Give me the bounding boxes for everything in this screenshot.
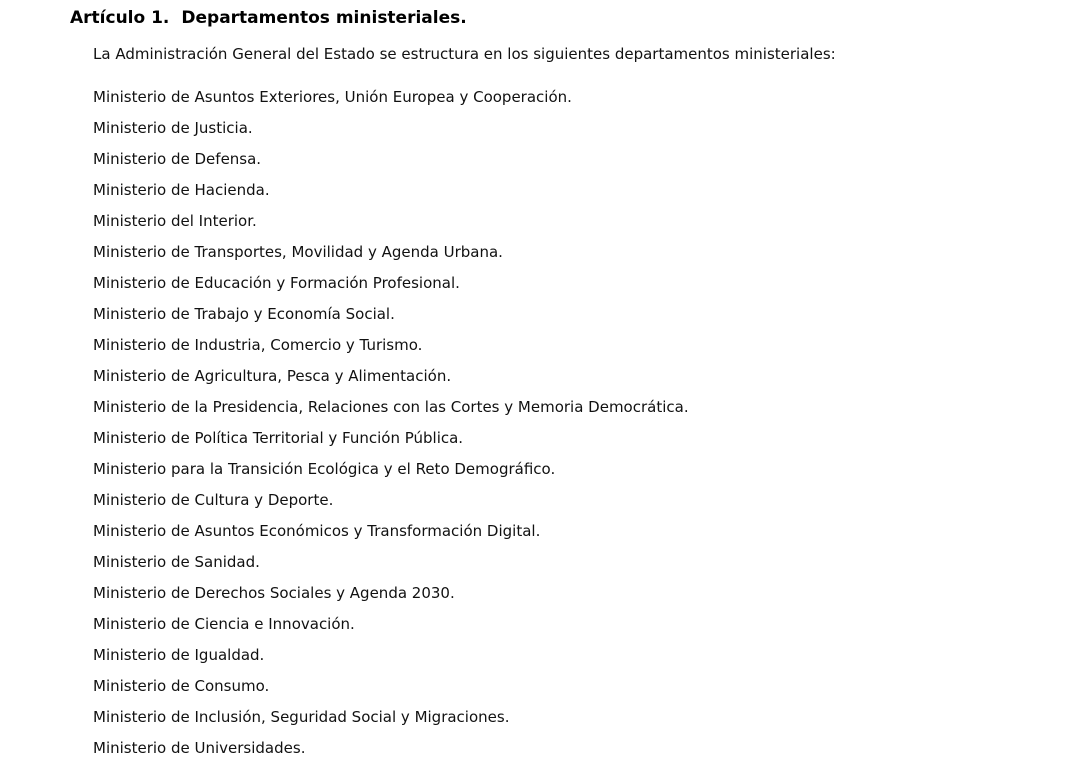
- ministry-item: Ministerio de Transportes, Movilidad y Agenda Urbana.: [93, 243, 503, 261]
- ministry-item: Ministerio de Hacienda.: [93, 181, 270, 199]
- ministry-item: Ministerio de Industria, Comercio y Turismo.: [93, 336, 423, 354]
- ministry-item: Ministerio del Interior.: [93, 212, 257, 230]
- ministry-item: Ministerio de Asuntos Económicos y Transformación Digital.: [93, 522, 541, 540]
- article-heading: [70, 7, 467, 29]
- article-number: Artículo 1.: [70, 8, 170, 28]
- ministry-item: Ministerio de Defensa.: [93, 150, 262, 168]
- ministry-item: Ministerio de Sanidad.: [93, 553, 260, 571]
- ministry-item: Ministerio de Inclusión, Seguridad Social y Migraciones.: [93, 708, 510, 726]
- ministry-item: Ministerio de Derechos Sociales y Agenda 2030.: [93, 584, 455, 602]
- article-title: Departamentos ministeriales.: [181, 8, 467, 28]
- ministry-item: Ministerio de Trabajo y Economía Social.: [93, 305, 395, 323]
- ministry-item: Ministerio de Cultura y Deporte.: [93, 491, 334, 509]
- ministry-item: Ministerio de Ciencia e Innovación.: [93, 615, 355, 633]
- ministry-item: Ministerio de Igualdad.: [93, 646, 265, 664]
- ministry-item: Ministerio de la Presidencia, Relaciones con las Cortes y Memoria Democrática.: [93, 398, 689, 416]
- ministry-item: Ministerio de Justicia.: [93, 119, 253, 137]
- ministry-item: Ministerio para la Transición Ecológica y el Reto Demográfico.: [93, 460, 556, 478]
- ministry-item: Ministerio de Universidades.: [93, 739, 306, 757]
- ministries-list: [93, 87, 689, 769]
- ministry-item: Ministerio de Consumo.: [93, 677, 270, 695]
- article-intro: La Administración General del Estado se estructura en los siguientes departamentos ministeriales:: [93, 45, 836, 63]
- ministry-item: Ministerio de Educación y Formación Profesional.: [93, 274, 460, 292]
- ministry-item: Ministerio de Política Territorial y Función Pública.: [93, 429, 464, 447]
- ministry-item: Ministerio de Asuntos Exteriores, Unión Europea y Cooperación.: [93, 88, 572, 106]
- ministry-item: Ministerio de Agricultura, Pesca y Alimentación.: [93, 367, 452, 385]
